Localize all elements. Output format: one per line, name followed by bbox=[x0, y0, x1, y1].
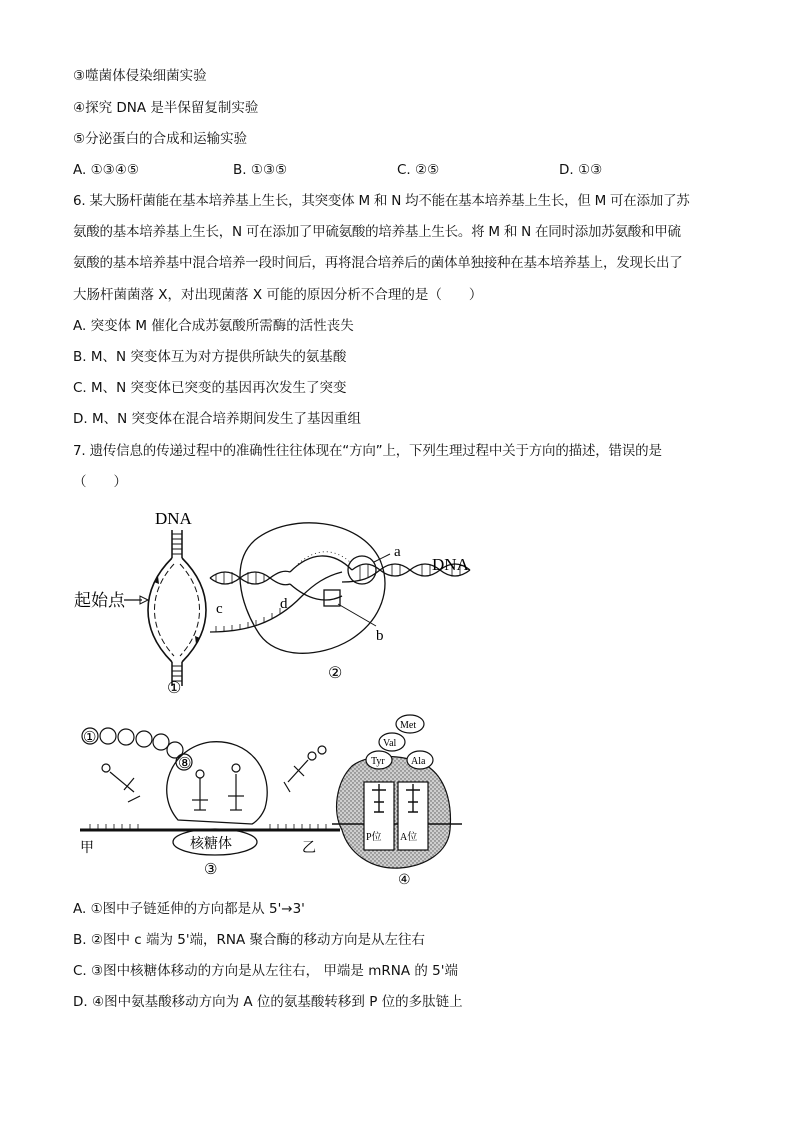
figure-translation bbox=[70, 712, 490, 890]
label-d: d bbox=[280, 596, 288, 612]
label-yi: 乙 bbox=[302, 841, 316, 856]
q7-option-d: D. ④图中氨基酸移动方向为 A 位的氨基酸转移到 P 位的多肽链上 bbox=[73, 994, 463, 1010]
label-c: c bbox=[216, 601, 223, 617]
q7-stem-line-1: 7. 遗传信息的传递过程中的准确性往往体现在“方向”上，下列生理过程中关于方向的描述，错误的是 bbox=[73, 443, 662, 459]
figure-4-ribosome-sites bbox=[332, 715, 462, 888]
figure-2-transcription bbox=[210, 523, 470, 682]
fig1-dna-label: DNA bbox=[155, 509, 192, 528]
fig1-number: ① bbox=[167, 680, 182, 697]
ribosome-label: 核糖体 bbox=[190, 837, 232, 852]
fig2-number: ② bbox=[328, 665, 343, 682]
q6-stem-line-1: 6. 某大肠杆菌能在基本培养基上生长，其突变体 M 和 N 均不能在基本培养基上生长，但 M 可在添加了苏 bbox=[73, 193, 690, 209]
bead-8-label: ⑧ bbox=[178, 756, 192, 772]
figure-1-replication-bubble bbox=[74, 509, 206, 697]
amino-ala: Ala bbox=[411, 756, 426, 767]
amino-met: Met bbox=[400, 720, 417, 731]
fig4-number: ④ bbox=[398, 873, 411, 888]
a-site-label: A位 bbox=[400, 832, 418, 843]
figure-replication-transcription bbox=[70, 500, 490, 700]
q6-option-d: D. M、N 突变体在混合培养期间发生了基因重组 bbox=[73, 411, 362, 427]
q5-option-a: A. ①③④⑤ bbox=[73, 162, 139, 178]
q7-option-c: C. ③图中核糖体移动的方向是从左往右， 甲端是 mRNA 的 5'端 bbox=[73, 963, 458, 979]
q7-option-b: B. ②图中 c 端为 5'端，RNA 聚合酶的移动方向是从左往右 bbox=[73, 932, 426, 948]
bead-1-label: ① bbox=[83, 730, 97, 746]
item-4-line: ④探究 DNA 是半保留复制实验 bbox=[73, 100, 259, 116]
label-b: b bbox=[376, 628, 384, 644]
q5-option-b: B. ①③⑤ bbox=[233, 162, 288, 178]
fig2-dna-label: DNA bbox=[432, 555, 469, 574]
q5-option-c: C. ②⑤ bbox=[397, 162, 440, 178]
p-site-label: P位 bbox=[366, 832, 382, 843]
item-3-line: ③噬菌体侵染细菌实验 bbox=[73, 68, 207, 84]
q6-stem-line-4: 大肠杆菌菌落 X，对出现菌落 X 可能的原因分析不合理的是（ ） bbox=[73, 287, 483, 303]
label-a: a bbox=[394, 544, 401, 560]
amino-tyr: Tyr bbox=[371, 756, 385, 767]
rna-polymerase-outline bbox=[240, 523, 385, 653]
q6-option-a: A. 突变体 M 催化合成苏氨酸所需酶的活性丧失 bbox=[73, 318, 354, 334]
fig3-number: ③ bbox=[204, 862, 218, 878]
q7-stem-line-2: （ ） bbox=[73, 474, 127, 490]
label-jia: 甲 bbox=[80, 841, 94, 856]
q7-option-a: A. ①图中子链延伸的方向都是从 5'→3' bbox=[73, 901, 305, 917]
amino-val: Val bbox=[383, 738, 397, 749]
q6-stem-line-2: 氨酸的基本培养基上生长，N 可在添加了甲硫氨酸的培养基上生长。将 M 和 N 在同时添加苏氨酸和甲硫 bbox=[73, 224, 681, 240]
q5-option-d: D. ①③ bbox=[559, 162, 603, 178]
item-5-line: ⑤分泌蛋白的合成和运输实验 bbox=[73, 131, 248, 147]
q6-stem-line-3: 氨酸的基本培养基中混合培养一段时间后，再将混合培养后的菌体单独接种在基本培养基上，发现长出了 bbox=[73, 255, 683, 271]
q6-option-c: C. M、N 突变体已突变的基因再次发生了突变 bbox=[73, 380, 347, 396]
origin-label: 起始点 bbox=[74, 591, 125, 610]
q6-option-b: B. M、N 突变体互为对方提供所缺失的氨基酸 bbox=[73, 349, 347, 365]
figure-3-ribosome bbox=[80, 728, 340, 878]
